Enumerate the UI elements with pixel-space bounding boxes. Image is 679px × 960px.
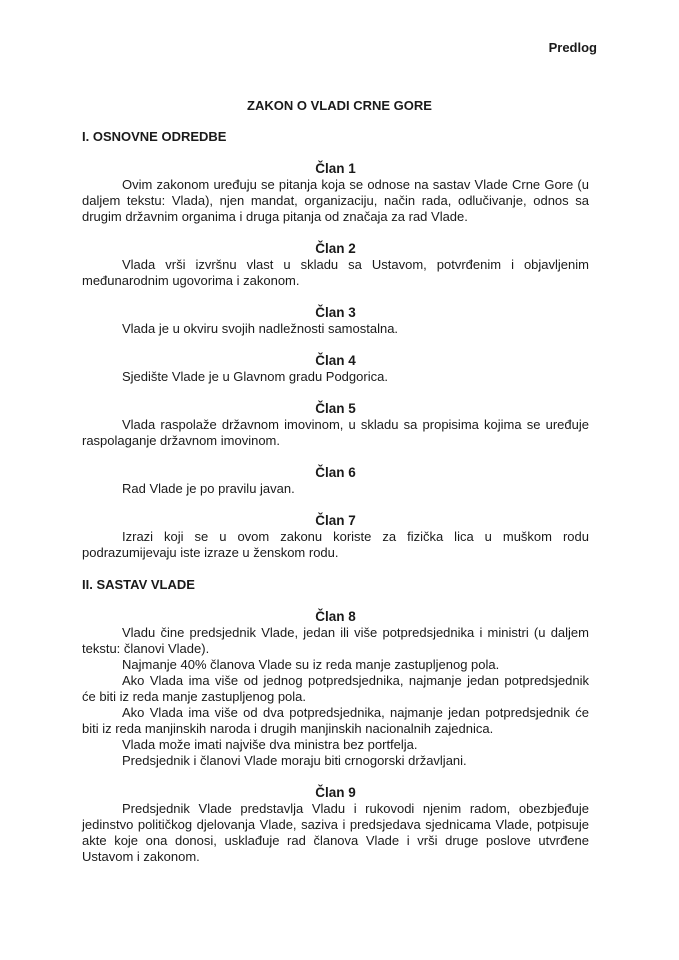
article-title: Član 9 bbox=[315, 785, 356, 800]
article-paragraph: Predsjednik i članovi Vlade moraju biti crnogorski državljani. bbox=[122, 753, 467, 768]
article-paragraph: Sjedište Vlade je u Glavnom gradu Podgorica. bbox=[122, 369, 388, 384]
article-title: Član 1 bbox=[315, 161, 356, 176]
article-paragraph: Vlada raspolaže državnom imovinom, u skladu sa propisima kojima se uređuje raspolaganje državnom imovinom. bbox=[82, 417, 589, 448]
article-title: Član 2 bbox=[315, 241, 356, 256]
section-heading: II. SASTAV VLADE bbox=[82, 577, 195, 592]
article-paragraph: Najmanje 40% članova Vlade su iz reda manje zastupljenog pola. bbox=[122, 657, 500, 672]
article-title: Član 8 bbox=[315, 609, 356, 624]
article-paragraph: Vlada vrši izvršnu vlast u skladu sa Ustavom, potvrđenim i objavljenim međunarodnim ugovorima i zakonom. bbox=[82, 257, 589, 288]
document-title: ZAKON O VLADI CRNE GORE bbox=[247, 98, 432, 113]
article-paragraph: Vlada može imati najviše dva ministra bez portfelja. bbox=[122, 737, 418, 752]
article-paragraph: Vlada je u okviru svojih nadležnosti samostalna. bbox=[122, 321, 399, 336]
article-paragraph: Ako Vlada ima više od dva potpredsjednika, najmanje jedan potpredsjednik će biti iz reda manjinskih naroda i drugih manjinskih nacionalnih zajednica. bbox=[82, 705, 589, 736]
article-title: Član 7 bbox=[315, 513, 356, 528]
document-body bbox=[82, 129, 589, 865]
article-paragraph: Rad Vlade je po pravilu javan. bbox=[122, 481, 295, 496]
document-status-label: Predlog bbox=[548, 40, 597, 55]
article-paragraph: Ako Vlada ima više od jednog potpredsjednika, najmanje jedan potpredsjednik će biti iz reda manje zastupljenog pola. bbox=[82, 673, 589, 704]
section-heading: I. OSNOVNE ODREDBE bbox=[82, 129, 227, 144]
article-title: Član 4 bbox=[315, 353, 356, 368]
article-paragraph: Predsjednik Vlade predstavlja Vladu i rukovodi njenim radom, obezbjeđuje jedinstvo političkog djelovanja Vlade, saziva i predsjedava sjednicama Vlade, potpisuje akte koje ona donosi, usklađuje rad članova Vlade i vrši druge poslove utvrđene Ustavom i zakonom. bbox=[82, 801, 589, 864]
article-paragraph: Vladu čine predsjednik Vlade, jedan ili više potpredsjednika i ministri (u daljem tekstu: članovi Vlade). bbox=[82, 625, 589, 656]
article-paragraph: Izrazi koji se u ovom zakonu koriste za fizička lica u muškom rodu podrazumijevaju iste izraze u ženskom rodu. bbox=[82, 529, 589, 560]
article-title: Član 6 bbox=[315, 465, 356, 480]
article-title: Član 3 bbox=[315, 305, 356, 320]
article-paragraph: Ovim zakonom uređuju se pitanja koja se odnose na sastav Vlade Crne Gore (u daljem tekstu: Vlada), njen mandat, organizaciju, način rada, odlučivanje, odnos sa drugim državnim organima i druga pitanja od značaja za rad Vlade. bbox=[82, 177, 589, 224]
article-title: Član 5 bbox=[315, 401, 356, 416]
